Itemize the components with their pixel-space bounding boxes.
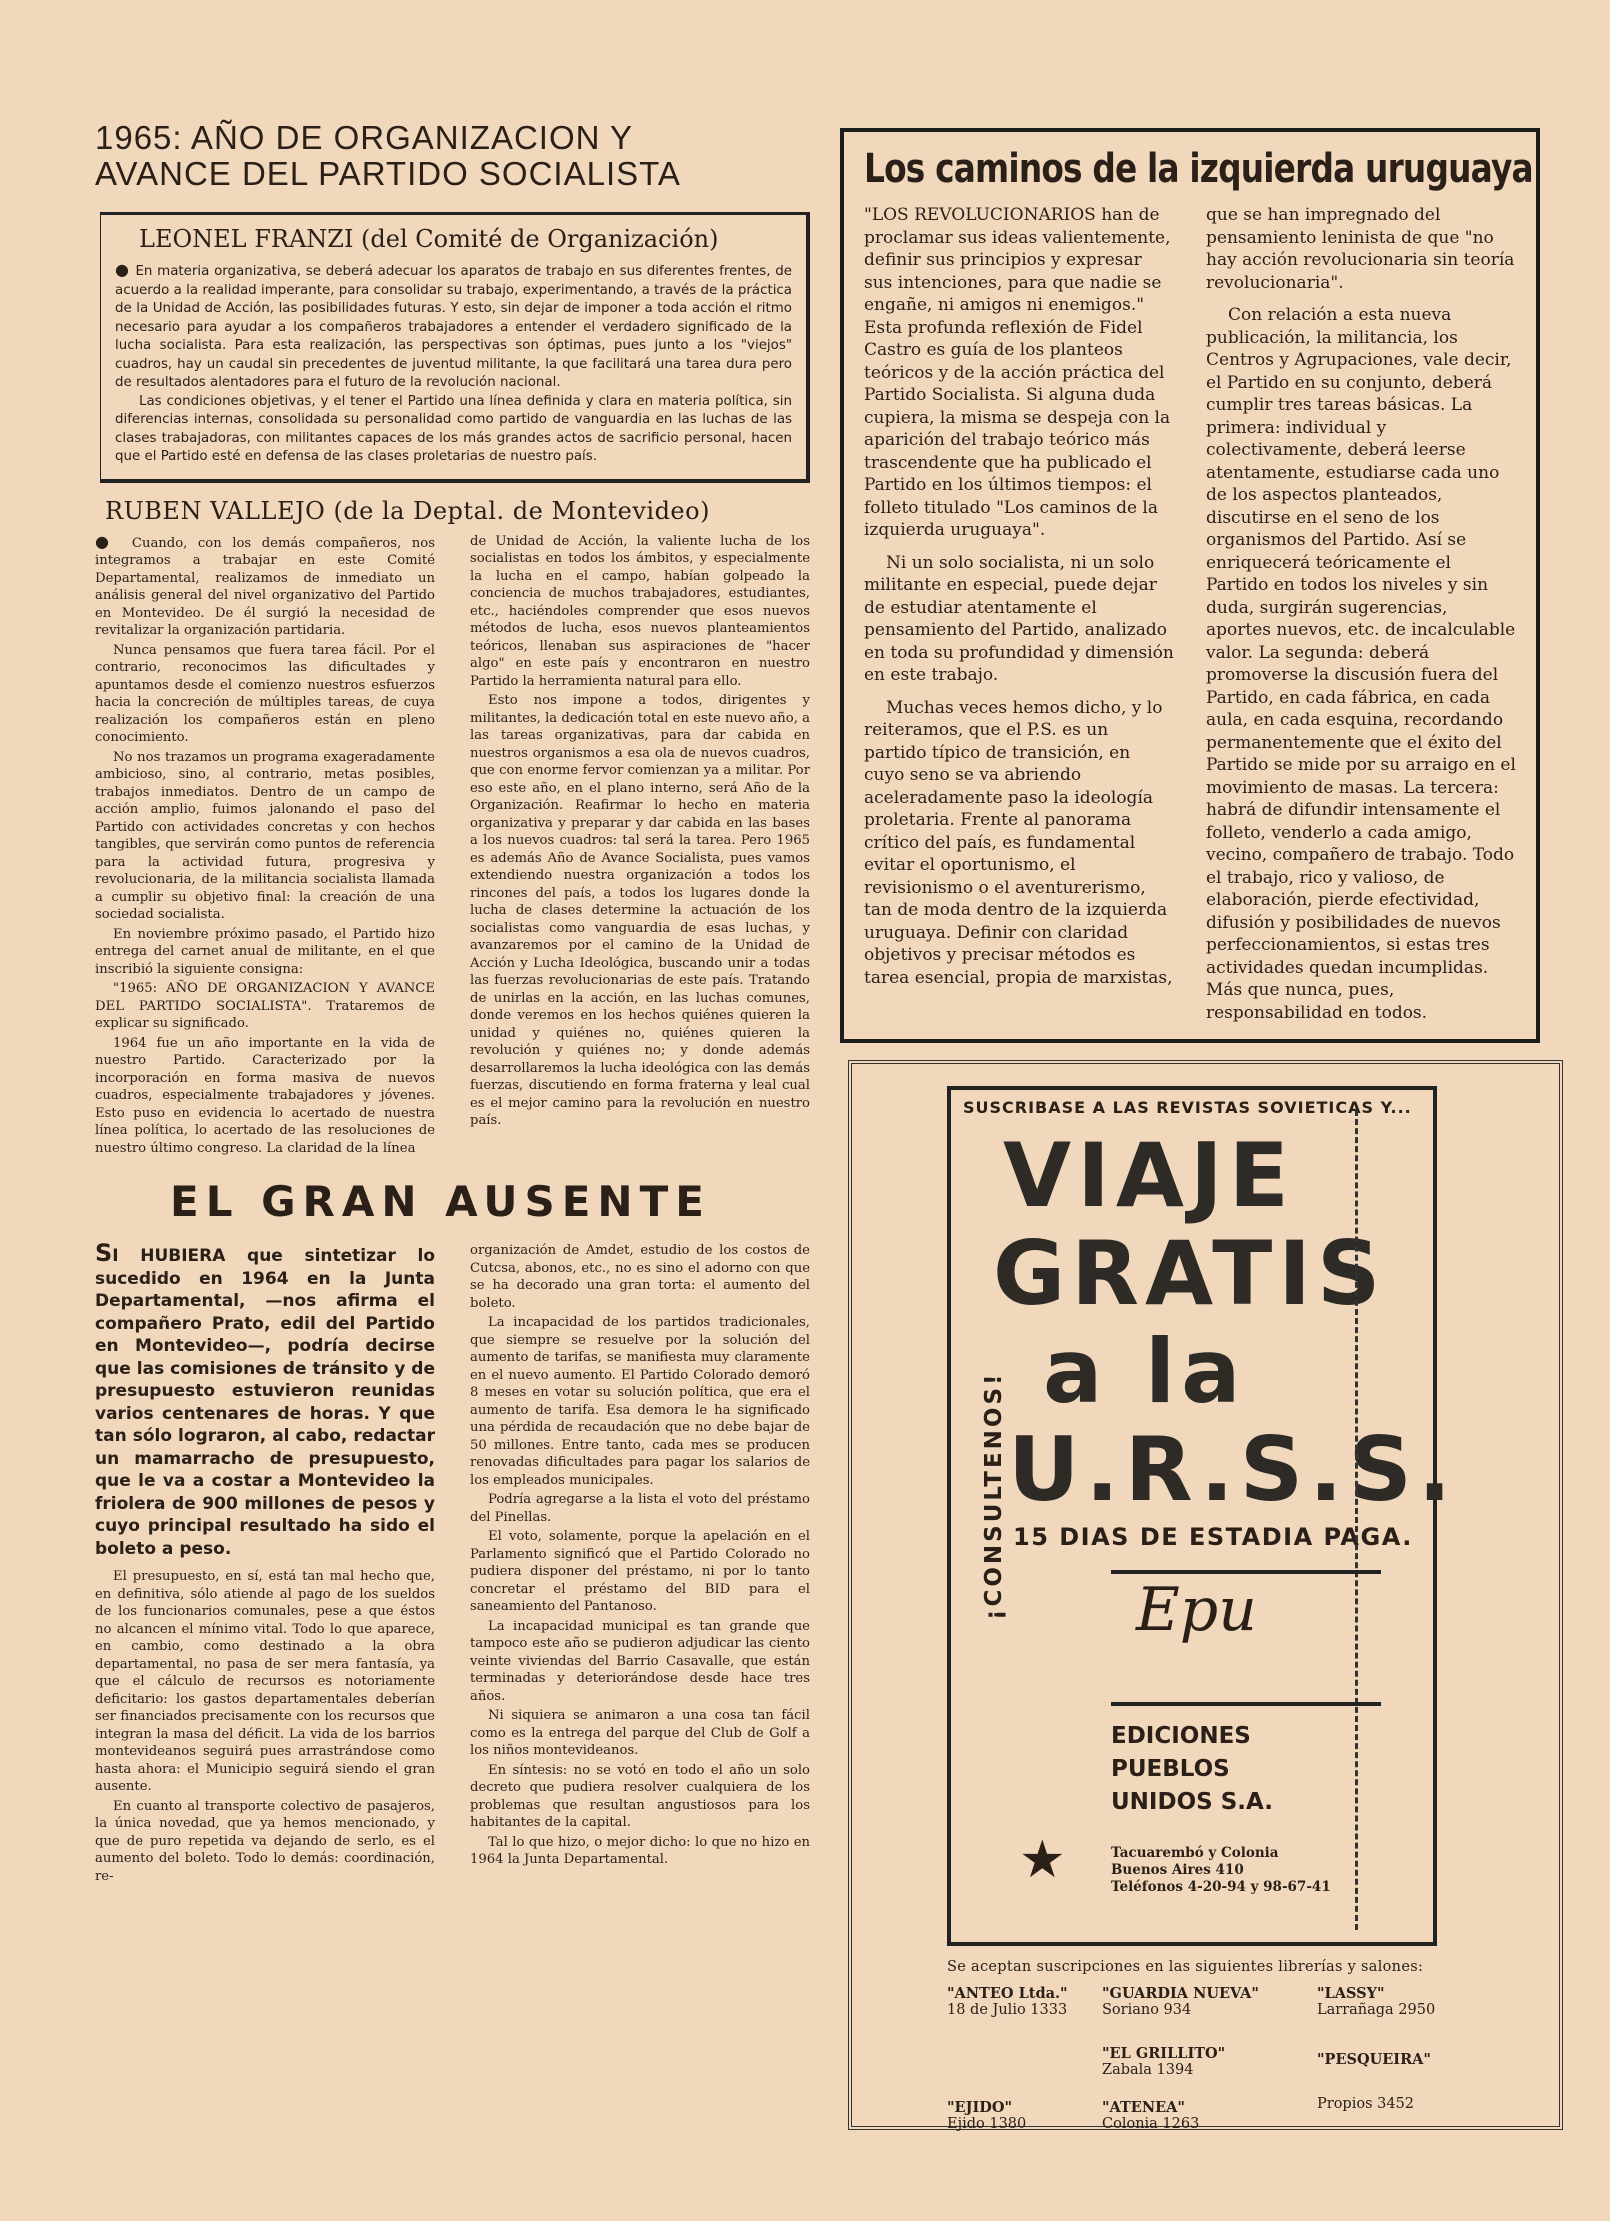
gran-col-2	[470, 1242, 810, 1887]
ad-frame	[947, 1086, 1458, 1946]
headline-line-1: 1965: AÑO DE ORGANIZACION Y	[95, 119, 634, 156]
caminos-paragraph: Muchas veces hemos dicho, y lo reiteramos, que el P.S. es un partido típico de transición, en cuyo seno se va abriendo aceleradamente paso la ideología proletaria. Frente al panorama crítico del país, es fundamental evitar el oportunismo, el revisionismo o el aventurerismo, tan de moda dentro de la izquierda uruguaya. Definir con claridad objetivos y precisar métodos es tarea esencial, propia de marxistas,	[864, 697, 1173, 988]
caminos-paragraph: Con relación a esta nueva publicación, la militancia, los Centros y Agrupaciones, vale decir, el Partido en su conjunto, deberá cumplir tres tareas básicas. La primera: individual y colectivamente, deberá leerse atentamente, estudiarse cada uno de los aspectos planteados, discutirse en el seno de los organismos del Partido. Así se enriquecerá teóricamente el Partido en todos los niveles y sin duda, surgirán sugerencias, aportes nuevos, etc. de incalculable valor. La segunda: deberá promoverse la discusión fuera del Partido, en cada fábrica, en cada aula, en cada esquina, recordando permanentemente que el éxito del Partido se mide por su arraigo en el movimiento de masas. La tercera: habrá de difundir intensamente el folleto, venderlo a cada amigo, vecino, compañero de trabajo. Todo el trabajo, rico y valioso, de elaboración, pierde efectividad, difusión y posibilidades de nuevos perfeccionamientos, si estas tres actividades quedan incumplidas. Más que nunca, pues, responsabilidad en todos.	[1206, 305, 1516, 1023]
vallejo-paragraph	[95, 533, 435, 640]
gran-paragraph: Ni siquiera se animaron a una cosa tan fácil como es la entrega del parque del Club de Golf a los niños montevideanos.	[470, 1708, 810, 1758]
store-entry	[947, 1985, 1068, 2018]
ad-big-word: U.R.S.S.	[1008, 1418, 1458, 1521]
ad-rule-bottom	[1111, 1702, 1381, 1706]
store-entry	[1102, 1985, 1259, 2018]
gran-col-1	[95, 1239, 435, 1887]
store-address: 18 de Julio 1333	[947, 2002, 1068, 2018]
store-name: "EL GRILLITO"	[1102, 2045, 1226, 2062]
gran-paragraph: El presupuesto, en sí, está tan mal hecho que, en definitiva, sólo atiende al pago de los sueldos de los funcionarios comunales, pese a que éstos no alcancen el mínimo vital. Todo lo que aparece, en cambio, como destinado a la obra departamental, no pasa de ser mera fantasía, ya que el cálculo de recursos es notoriamente deficitario: los gastos departamentales deberían ser financiados precisamente con los recursos que integran la masa del déficit. La vida de los barrios montevideanos seguirá pues arrastrándose como hasta ahora: el Municipio seguirá siendo el gran ausente.	[95, 1569, 435, 1794]
ad-big-word: a la	[1043, 1320, 1247, 1423]
franzi-box	[100, 212, 810, 483]
publisher-line: UNIDOS S.A.	[1111, 1789, 1273, 1815]
publisher-logo: Epu	[1136, 1575, 1257, 1645]
store-entry	[1317, 2051, 1431, 2112]
caminos-title: Los caminos de la izquierda uruguaya	[864, 146, 1533, 192]
franzi-paragraph-2: Las condiciones objetivas, y el tener el Partido una línea definida y clara en materia política, sin diferencias internas, consolidada su personalidad como partido de vanguardia en las luchas de las clases trabajadoras, con militantes capaces de los más grandes actos de sacrificio personal, hacen que el Partido esté en defensa de las clases proletarias de nuestro país.	[115, 393, 792, 464]
store-name: "LASSY"	[1317, 1985, 1385, 2002]
vallejo-col-2	[470, 533, 810, 1160]
address-line: Buenos Aires 410	[1111, 1862, 1244, 1878]
drop-cap: S	[95, 1239, 113, 1267]
store-address: Larrañaga 2950	[1317, 2002, 1436, 2018]
gran-paragraph: La incapacidad municipal es tan grande que tampoco este año se pudieron adjudicar las ciento veinte viviendas del Barrio Casavalle, que están terminadas y deteriorándose desde hace tres años.	[470, 1618, 810, 1704]
dashed-line-decoration	[1355, 1110, 1378, 1930]
store-name: "EJIDO"	[947, 2099, 1013, 2116]
store-name: "ANTEO Ltda."	[947, 1985, 1068, 2002]
caminos-paragraph: que se han impregnado del pensamiento leninista de que "no hay acción revolucionaria sin teoría revolucionaria".	[1206, 205, 1515, 293]
gran-paragraph: Tal lo que hizo, o mejor dicho: lo que no hizo en 1964 la Junta Departamental.	[470, 1834, 810, 1867]
advertisement	[848, 1060, 1563, 2130]
ad-top-line: SUSCRIBASE A LAS REVISTAS SOVIETICAS Y...	[963, 1098, 1412, 1117]
star-icon: ★	[1019, 1830, 1066, 1890]
vallejo-paragraph: "1965: AÑO DE ORGANIZACION Y AVANCE DEL PARTIDO SOCIALISTA". Trataremos de explicar su significado.	[95, 981, 435, 1031]
vallejo-text: Cuando, con los demás compañeros, nos integramos a trabajar en este Comité Departamental, realizamos de inmediato un análisis general del nivel organizativo del Partido en Montevideo. De él surgió la necesidad de revitalizar la organización partidaria.	[95, 535, 435, 638]
gran-paragraph: El voto, solamente, porque la apelación en el Parlamento significó que el Partido Colorado no pudiera disponer del préstamo, ni por lo tanto concretar el préstamo del BID para el saneamiento del Pantanoso.	[470, 1529, 810, 1614]
publisher-line: PUEBLOS	[1111, 1756, 1230, 1782]
bullet-icon: ●	[95, 531, 116, 551]
vallejo-author: RUBEN VALLEJO (de la Deptal. de Montevideo)	[105, 496, 710, 525]
caminos-box	[840, 128, 1540, 1043]
store-entry	[947, 2099, 1026, 2132]
gran-paragraph: organización de Amdet, estudio de los costos de Cutcsa, abonos, etc., no es sino el adorno con que se ha decorado una gran torta: el aumento del boleto.	[470, 1243, 810, 1311]
address-line: Teléfonos 4-20-94 y 98-67-41	[1111, 1879, 1331, 1895]
ad-big-word: VIAJE	[1003, 1124, 1295, 1227]
left-column	[95, 120, 810, 1887]
gran-paragraph: En cuanto al transporte colectivo de pasajeros, la única novedad, que ya hemos mencionado, y que de puro repetida va dejando de serlo, es el aumento del boleto. Todo lo demás: coordinación, re-	[95, 1798, 435, 1884]
franzi-author: LEONEL FRANZI (del Comité de Organización)	[139, 225, 719, 253]
bullet-icon: ●	[115, 260, 130, 279]
ad-stores	[947, 1959, 1507, 2132]
caminos-col-1	[864, 204, 1174, 1034]
vallejo-paragraph: Nunca pensamos que fuera tarea fácil. Por el contrario, reconocimos las dificultades y apuntamos desde el comienzo nuestros esfuerzos hacia la concreción de múltiples tareas, de cuya realización los compañeros están en pleno conocimiento.	[95, 642, 435, 745]
ad-big-word: GRATIS	[993, 1222, 1387, 1325]
publisher-name	[1111, 1720, 1273, 1819]
publisher-address	[1111, 1845, 1331, 1896]
address-line: Tacuarembó y Colonia	[1111, 1845, 1279, 1861]
ad-rule-top	[1111, 1570, 1381, 1574]
store-address: Zabala 1394	[1102, 2062, 1194, 2078]
main-headline	[95, 120, 810, 192]
store-entry	[1102, 2099, 1199, 2132]
gran-paragraph: Podría agregarse a la lista el voto del préstamo del Pinellas.	[470, 1492, 810, 1525]
vallejo-paragraph: de Unidad de Acción, la valiente lucha de los socialistas en todos los ámbitos, y especialmente la lucha en el campo, habían golpeado la conciencia de muchos trabajadores, estudiantes, etc., haciéndoles comprender que esos nuevos métodos de lucha, esos nuevos planteamientos teóricos, llenaban sus aspiraciones de "hacer algo" en este país y encontraron en nuestro Partido la herramienta natural para ello.	[470, 533, 810, 689]
gran-lead	[95, 1239, 435, 1560]
ad-subscription-note: Se aceptan suscripciones en las siguientes librerías y salones:	[947, 1959, 1424, 1975]
headline-line-2: AVANCE DEL PARTIDO SOCIALISTA	[95, 155, 681, 192]
store-address: Soriano 934	[1102, 2002, 1192, 2018]
vallejo-paragraph: 1964 fue un año importante en la vida de nuestro Partido. Caracterizado por la incorporación en forma masiva de nuevos cuadros, especialmente trabajadores y jóvenes. Esto puso en evidencia lo acertado de nuestra línea política, lo acertado de las resoluciones de nuestro último congreso. La claridad de la línea	[95, 1035, 435, 1156]
store-address: Ejido 1380	[947, 2116, 1027, 2132]
publisher-line: EDICIONES	[1111, 1723, 1251, 1749]
gran-ausente-article	[95, 1239, 810, 1887]
vallejo-col-1	[95, 533, 435, 1160]
vallejo-paragraph: Esto nos impone a todos, dirigentes y militantes, la dedicación total en este nuevo año, a las tareas organizativas, para dar cabida en nuestros organismos a esa ola de nuevos cuadros, que con enorme fervor comienzan ya a militar. Por eso este año, en el plano interno, será Año de la Organización. Reafirmar lo hecho en materia organizativa y preparar y dar cabida en las bases a los nuevos cuadros: tal será la tarea. Pero 1965 es además Año de Avance Socialista, pues vamos extendiendo nuestra organización a todos los rincones del país, a todos los lugares donde la lucha de clases determine la actuación de los socialistas como vanguardia de esas luchas, y avanzaremos por el camino de la Unidad de Acción y Lucha Ideológica, buscando unir a todas las fuerzas revolucionarias de este país. Tratando de unirlas en la acción, en las luchas comunes, donde veremos en los hechos quiénes quieren la unidad y quiénes no, quiénes quieren la revolución y quiénes no; y donde además desarrollaremos la lucha ideológica con las demás fuerzas, discutiendo en forma fraterna y leal cual es el mejor camino para la revolución en nuestro país.	[470, 693, 810, 1128]
ad-estadia: 15 DIAS DE ESTADIA PAGA.	[1013, 1523, 1413, 1551]
vallejo-paragraph: En noviembre próximo pasado, el Partido hizo entrega del carnet anual de militante, en el que inscribió la siguiente consigna:	[95, 926, 435, 977]
store-entry	[1102, 2045, 1225, 2078]
store-address: Propios 3452	[1317, 2096, 1415, 2112]
gran-paragraph: En síntesis: no se votó en todo el año un solo decreto que pudiera resolver cualquiera de los problemas que resultan angustiosos para los habitantes de la capital.	[470, 1762, 810, 1830]
store-name: "PESQUEIRA"	[1317, 2051, 1431, 2068]
caminos-col-2	[1206, 204, 1516, 1034]
gran-paragraph: La incapacidad de los partidos tradicionales, que siempre se resuelve por la solución del aumento de tarifas, se manifiesta muy claramente en el nuevo aumento. El Partido Colorado demoró 8 meses en votar su solución política, que era el aumento de tarifa. Esa demora le ha significado una pérdida de recaudación que no debe bajar de 50 millones. Entre tanto, cada mes se producen renovadas dificultades para pagar los salarios de los empleados municipales.	[470, 1315, 810, 1488]
vallejo-paragraph: No nos trazamos un programa exageradamente ambicioso, sino, al contrario, metas posibles, trabajos inmediatos. Dentro de un campo de acción amplio, fuimos jalonando el paso del Partido con actividades concretas y con hechos tangibles, que servirán como puntos de referencia para la actividad futura, progresiva y revolucionaria, de la militancia socialista llamada a cumplir su objetivo final: la creación de una sociedad socialista.	[95, 749, 435, 922]
store-name: "GUARDIA NUEVA"	[1102, 1985, 1259, 2002]
store-address: Colonia 1263	[1102, 2116, 1200, 2132]
vallejo-article	[95, 533, 810, 1160]
store-entry	[1317, 1985, 1435, 2018]
caminos-paragraph: "LOS REVOLUCIONARIOS han de proclamar sus ideas valientemente, definir sus principios y expresar sus intenciones, para que nadie se engañe, ni amigos ni enemigos." Esta profunda reflexión de Fidel Castro es guía de los planteos teóricos y de la acción práctica del Partido Socialista. Si alguna duda cupiera, la misma se despeja con la aparición del trabajo teórico más trascendente que ha publicado el Partido en los últimos tiempos: el folleto titulado "Los caminos de la izquierda uruguaya".	[864, 205, 1171, 540]
caminos-paragraph: Ni un solo socialista, ni un solo militante en especial, puede dejar de estudiar atentamente el pensamiento del Partido, analizado en toda su profundidad y dimensión en este trabajo.	[864, 552, 1174, 685]
caminos-article	[864, 204, 1516, 1034]
ad-consultenos: ¡CONSULTENOS!	[981, 1371, 1007, 1620]
store-name: "ATENEA"	[1102, 2099, 1185, 2116]
gran-ausente-title: EL GRAN AUSENTE	[170, 1177, 711, 1226]
franzi-text-1: En materia organizativa, se deberá adecuar los aparatos de trabajo en sus diferentes frentes, de acuerdo a la realidad imperante, para consolidar su trabajo, experimentando, a través de la práctica de la Unidad de Acción, las posibilidades futuras. Y esto, sin dejar de imponer a toda acción el ritmo necesario para ayudar a los compañeros trabajadores a entender el verdadero significado de la lucha socialista. Para esta realización, las perspectivas son óptimas, pues junto a los "viejos" cuadros, hay un caudal sin precedentes de juventud militante, la que facilitará una tarea dura pero de resultados alentadores para el futuro de la revolución nacional.	[115, 264, 792, 390]
franzi-paragraph-1	[115, 261, 792, 393]
gran-lead-text: I HUBIERA que sintetizar lo sucedido en 1964 en la Junta Departamental, —nos afirma el compañero Prato, edil del Partido en Montevideo—, podría decirse que las comisiones de tránsito y de presupuesto estuvieron reunidas varios centenares de horas. Y que tan sólo lograron, al cabo, redactar un mamarracho de presupuesto, que le va a costar a Montevideo la friolera de 900 millones de pesos y cuyo principal resultado ha sido el boleto a peso.	[95, 1246, 435, 1559]
